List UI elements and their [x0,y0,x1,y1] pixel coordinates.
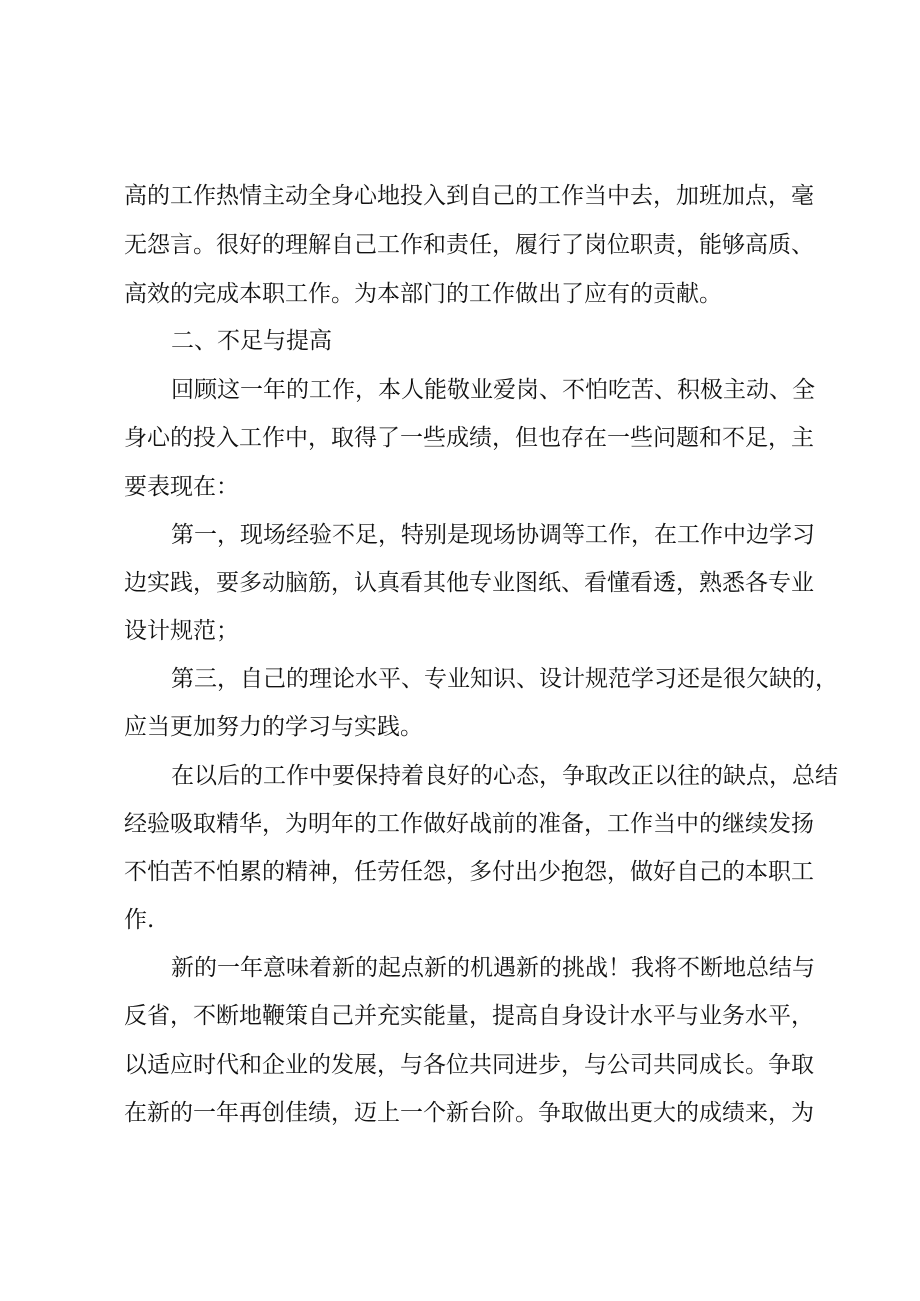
text-line [0,611,920,651]
text-line [0,418,920,458]
text-line-content: 高效的完成本职工作。为本部门的工作做出了应有的贡献。 [124,281,722,307]
text-line-content: 在新的一年再创佳绩，迈上一个新台阶。争取做出更大的成绩来，为 [124,1100,814,1126]
text-line-content: 作. [124,907,155,933]
text-line [0,467,920,507]
text-line-content: 第三，自己的理论水平、专业知识、设计规范学习还是很欠缺的， [171,666,838,692]
text-line [0,756,920,796]
text-line [0,659,920,699]
text-line-content: 边实践，要多动脑筋，认真看其他专业图纸、看懂看透，熟悉各专业 [124,570,814,596]
text-line-content: 经验吸取精华，为明年的工作做好战前的准备，工作当中的继续发扬 [124,811,814,837]
text-line [0,225,920,265]
text-line [0,370,920,410]
text-line-content: 第一，现场经验不足，特别是现场协调等工作，在工作中边学习 [171,522,815,548]
section-heading [0,321,920,361]
text-line-content: 身心的投入工作中，取得了一些成绩，但也存在一些问题和不足，主 [124,425,814,451]
text-line-content: 新的一年意味着新的起点新的机遇新的挑战！我将不断地总结与 [171,955,815,981]
text-line [0,852,920,892]
text-line [0,176,920,216]
text-line-content: 应当更加努力的学习与实践。 [124,714,423,740]
text-line [0,996,920,1036]
text-line-content: 设计规范； [124,618,239,644]
text-line-content: 反省，不断地鞭策自己并充实能量，提高自身设计水平与业务水平， [124,1003,814,1029]
text-line-content: 要表现在： [124,474,239,500]
text-line-content: 回顾这一年的工作，本人能敬业爱岗、不怕吃苦、积极主动、全 [171,377,815,403]
text-line [0,804,920,844]
text-line-content: 以适应时代和企业的发展，与各位共同进步，与公司共同成长。争取 [124,1052,814,1078]
text-line-content: 无怨言。很好的理解自己工作和责任，履行了岗位职责，能够高质、 [124,232,814,258]
text-line-content: 不怕苦不怕累的精神，任劳任怨，多付出少抱怨，做好自己的本职工 [124,859,814,885]
text-line [0,274,920,314]
text-line [0,1045,920,1085]
text-line [0,900,920,940]
text-line-content: 高的工作热情主动全身心地投入到自己的工作当中去，加班加点，毫 [124,183,814,209]
text-line [0,707,920,747]
section-heading-text: 二、不足与提高 [171,328,332,354]
text-line [0,948,920,988]
text-line [0,563,920,603]
text-line [0,1093,920,1133]
text-line [0,515,920,555]
text-line-content: 在以后的工作中要保持着良好的心态，争取改正以往的缺点，总结 [171,763,838,789]
